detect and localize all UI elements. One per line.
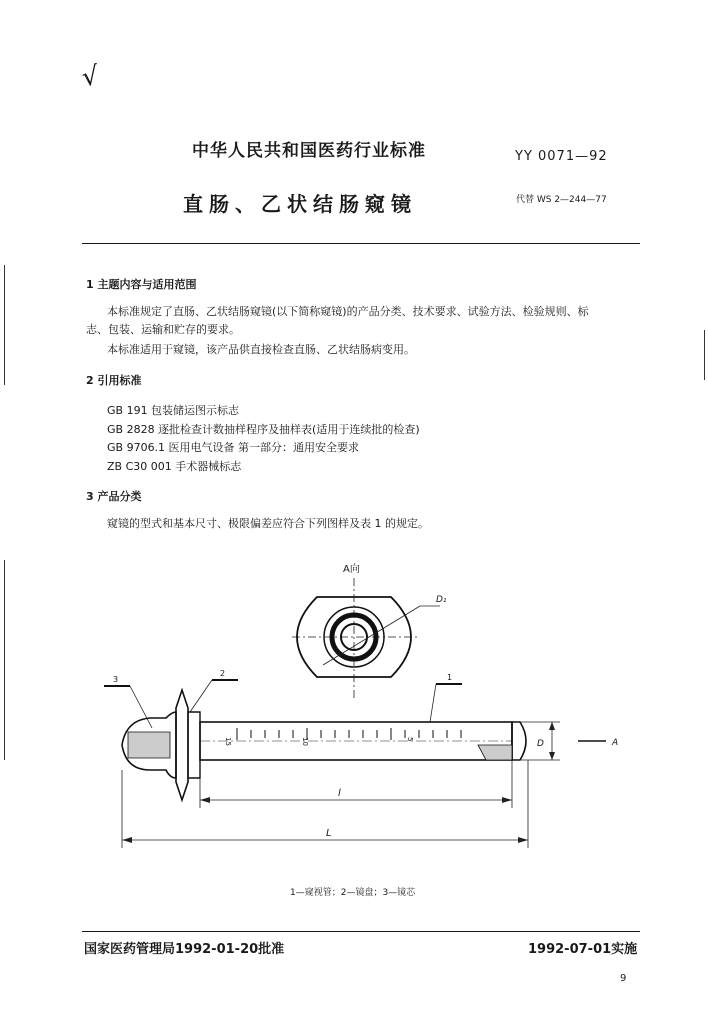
section-3-paragraph: 窥镜的型式和基本尺寸、极限偏差应符合下列图样及表 1 的规定。: [107, 517, 429, 530]
d1-label: D₁: [436, 595, 447, 605]
section-1-paragraph: 本标准规定了直肠、乙状结肠窥镜(以下简称窥镜)的产品分类、技术要求、试验方法、检验规则、标: [107, 305, 589, 318]
reference-item: GB 2828 逐批检查计数抽样程序及抽样表(适用于连续批的检查): [107, 423, 420, 436]
section-1-heading: 1 主题内容与适用范围: [86, 278, 197, 291]
standard-title: 中华人民共和国医药行业标准: [192, 141, 426, 161]
scope-flange: [176, 690, 188, 800]
check-mark: √: [79, 60, 101, 94]
section-2-heading: 2 引用标准: [86, 374, 142, 387]
callout-2: 2: [220, 669, 226, 678]
view-a-label: A向: [343, 564, 360, 575]
callout-1: 1: [447, 673, 453, 682]
replaces-note: 代替 WS 2—244—77: [516, 195, 607, 205]
implementation-note: 1992-07-01实施: [528, 942, 638, 957]
section-3-heading: 3 产品分类: [86, 490, 142, 503]
header-divider: [82, 243, 640, 244]
scale-number: 5: [406, 737, 414, 742]
a-direction-label: A: [612, 738, 619, 748]
figure-caption: 1—窥视管；2—镜盘；3—镜芯: [290, 888, 416, 898]
endoscope-drawing: [0, 555, 708, 885]
standard-number: YY 0071—92: [515, 149, 608, 164]
document-title: 直肠、乙状结肠窥镜: [183, 192, 417, 216]
section-1-paragraph: 志、包装、运输和贮存的要求。: [86, 323, 240, 336]
tube-tip: [512, 722, 526, 760]
l-dimension-label: l: [338, 788, 341, 799]
footer-divider: [82, 931, 640, 932]
scan-margin-mark: [704, 330, 705, 380]
scan-margin-mark: [4, 560, 5, 760]
callout-3: 3: [113, 675, 119, 684]
reference-item: GB 9706.1 医用电气设备 第一部分：通用安全要求: [107, 441, 360, 454]
approval-note: 国家医药管理局1992-01-20批准: [84, 942, 285, 957]
d-dimension-label: D: [537, 739, 544, 749]
L-dimension-label: L: [326, 828, 332, 839]
section-1-paragraph: 本标准适用于窥镜，该产品供直接检查直肠、乙状结肠病变用。: [107, 343, 415, 356]
reference-item: GB 191 包装储运图示标志: [107, 404, 240, 417]
scan-margin-mark: [4, 265, 5, 385]
page-number: 9: [620, 973, 627, 984]
scale-number: 10: [301, 737, 309, 746]
reference-item: ZB C30 001 手术器械标志: [107, 460, 242, 473]
scale-number: 15: [224, 737, 232, 746]
